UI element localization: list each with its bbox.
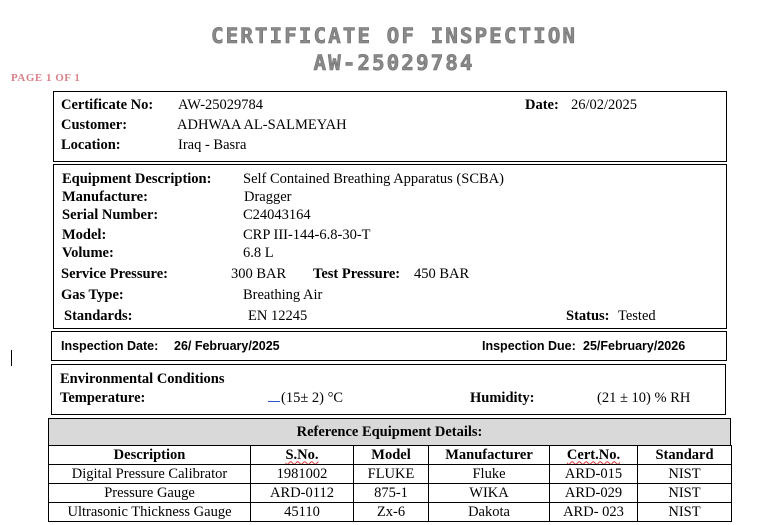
inspection-date-label: Inspection Date: bbox=[61, 339, 159, 353]
cell-manufacturer: Dakota bbox=[429, 503, 550, 522]
edit-mark bbox=[268, 401, 280, 402]
col-standard: Standard bbox=[638, 446, 732, 465]
table-row bbox=[49, 484, 732, 503]
col-serial-no-text: S.No. bbox=[285, 446, 319, 463]
customer-label: Customer: bbox=[61, 117, 128, 133]
temperature-label: Temperature: bbox=[60, 390, 146, 406]
col-manufacturer: Manufacturer bbox=[429, 446, 550, 465]
reference-table bbox=[48, 445, 732, 522]
col-cert-no bbox=[550, 446, 638, 465]
col-description: Description bbox=[49, 446, 251, 465]
cell-standard: NIST bbox=[638, 503, 732, 522]
location-value: Iraq - Basra bbox=[178, 137, 247, 153]
inspection-date-value: 26/ February/2025 bbox=[174, 339, 280, 353]
gas-type-label: Gas Type: bbox=[61, 287, 124, 303]
cell-serial-no: 1981002 bbox=[251, 465, 354, 484]
cell-model: Zx-6 bbox=[354, 503, 429, 522]
service-pressure-value: 300 BAR bbox=[231, 266, 287, 282]
cell-standard: NIST bbox=[638, 484, 732, 503]
cell-description: Digital Pressure Calibrator bbox=[49, 465, 251, 484]
environment-heading: Environmental Conditions bbox=[60, 371, 225, 387]
location-label: Location: bbox=[61, 137, 121, 153]
humidity-label: Humidity: bbox=[470, 390, 535, 406]
certificate-title: CERTIFICATE OF INSPECTION bbox=[210, 24, 578, 48]
temperature-value bbox=[268, 390, 343, 407]
cell-cert-no: ARD- 023 bbox=[550, 503, 638, 522]
reference-heading: Reference Equipment Details: bbox=[48, 418, 731, 445]
volume-value: 6.8 L bbox=[243, 245, 274, 261]
certificate-number-title: AW-25029784 bbox=[313, 51, 475, 75]
reference-table-section bbox=[48, 418, 731, 522]
cell-cert-no: ARD-015 bbox=[550, 465, 638, 484]
table-row bbox=[49, 503, 732, 522]
standards-value: EN 12245 bbox=[248, 308, 308, 324]
cell-manufacturer: WIKA bbox=[429, 484, 550, 503]
humidity-value: (21 ± 10) % RH bbox=[597, 390, 691, 406]
manufacture-label: Manufacture: bbox=[62, 189, 148, 205]
serial-number-label: Serial Number: bbox=[62, 207, 159, 223]
customer-value: ADHWAA AL-SALMEYAH bbox=[177, 117, 347, 133]
test-pressure-value: 450 BAR bbox=[414, 266, 470, 282]
model-label: Model: bbox=[62, 227, 107, 243]
text-cursor bbox=[11, 350, 12, 366]
inspection-due-label: Inspection Due: bbox=[482, 339, 576, 353]
serial-number-value: C24043164 bbox=[243, 207, 311, 223]
volume-label: Volume: bbox=[62, 245, 114, 261]
temperature-text: (15± 2) °C bbox=[281, 390, 344, 406]
manufacture-value: Dragger bbox=[244, 189, 292, 205]
standards-label: Standards: bbox=[64, 308, 133, 324]
date-value: 26/02/2025 bbox=[571, 97, 638, 113]
cell-manufacturer: Fluke bbox=[429, 465, 550, 484]
reference-header-row bbox=[49, 446, 732, 465]
equipment-box bbox=[53, 164, 727, 329]
inspection-due-value: 25/February/2026 bbox=[583, 339, 686, 353]
col-cert-no-text: Cert.No. bbox=[566, 446, 621, 463]
col-serial-no bbox=[251, 446, 354, 465]
cert-no-value: AW-25029784 bbox=[178, 97, 264, 113]
date-label: Date: bbox=[525, 97, 559, 113]
equipment-description-value: Self Contained Breathing Apparatus (SCBA) bbox=[243, 171, 504, 187]
cell-cert-no: ARD-029 bbox=[550, 484, 638, 503]
status-value: Tested bbox=[618, 308, 656, 324]
service-pressure-label: Service Pressure: bbox=[61, 266, 168, 282]
cell-serial-no: ARD-0112 bbox=[251, 484, 354, 503]
cell-serial-no: 45110 bbox=[251, 503, 354, 522]
page-label: PAGE 1 OF 1 bbox=[11, 72, 81, 84]
status-label: Status: bbox=[566, 308, 610, 324]
cell-description: Ultrasonic Thickness Gauge bbox=[49, 503, 251, 522]
cell-description: Pressure Gauge bbox=[49, 484, 251, 503]
equipment-description-label: Equipment Description: bbox=[62, 171, 212, 187]
cell-standard: NIST bbox=[638, 465, 732, 484]
cell-model: FLUKE bbox=[354, 465, 429, 484]
model-value: CRP III-144-6.8-30-T bbox=[243, 227, 371, 243]
cert-no-label: Certificate No: bbox=[61, 97, 154, 113]
cell-model: 875-1 bbox=[354, 484, 429, 503]
gas-type-value: Breathing Air bbox=[243, 287, 323, 303]
col-model: Model bbox=[354, 446, 429, 465]
test-pressure-label: Test Pressure: bbox=[313, 266, 401, 282]
table-row bbox=[49, 465, 732, 484]
